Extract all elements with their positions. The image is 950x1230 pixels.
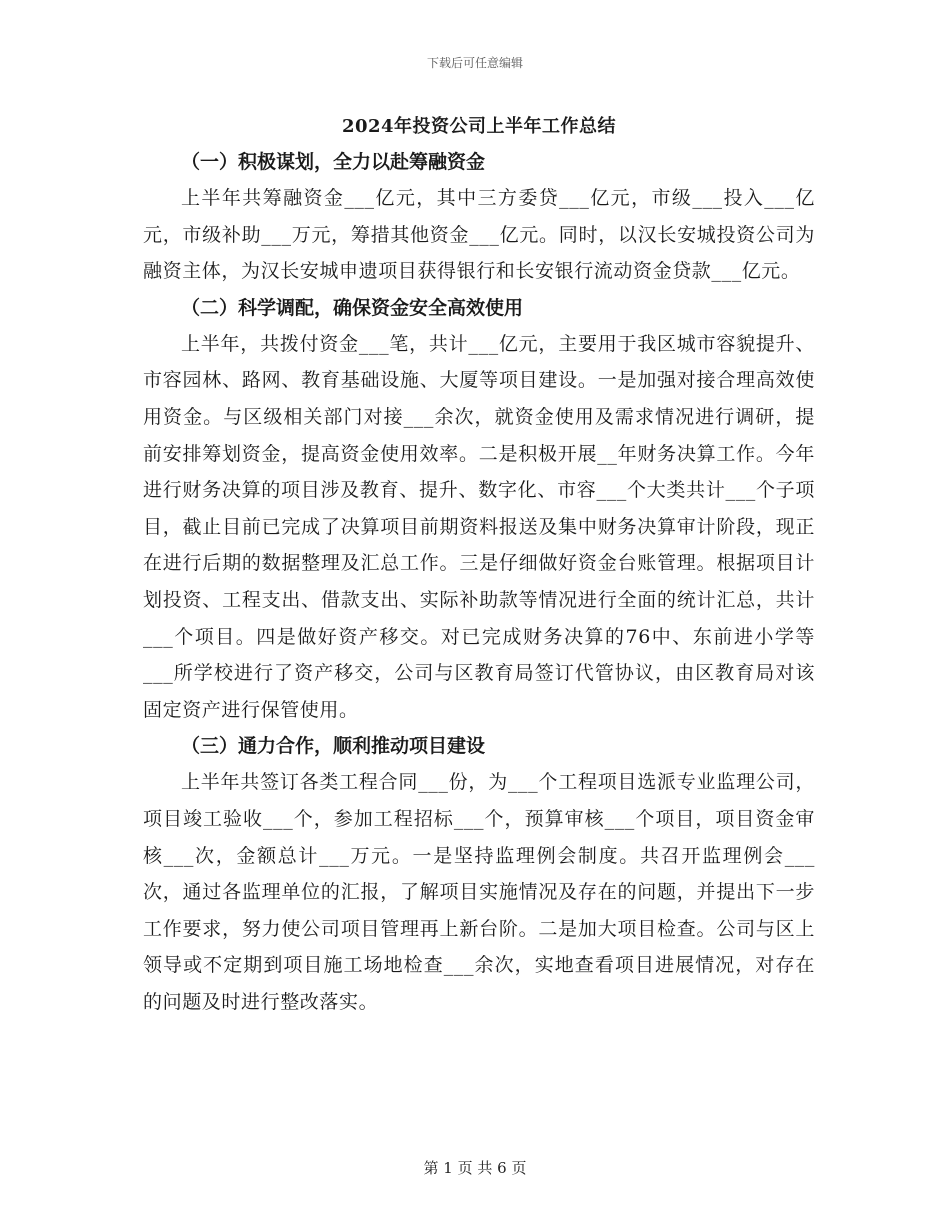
document-body [143, 112, 815, 1020]
section-paragraph: 上半年，共拨付资金___笔，共计___亿元，主要用于我区城市容貌提升、市容园林、路网、教育基础设施、大厦等项目建设。一是加强对接合理高效使用资金。与区级相关部门对接___余次，就资金使用及需求情况进行调研，提前安排筹划资金，提高资金使用效率。二是积极开展__年财务决算工作。今年进行财务决算的项目涉及教育、提升、数字化、市容___个大类共计___个子项目，截止目前已完成了决算项目前期资料报送及集中财务决算审计阶段，现正在进行后期的数据整理及汇总工作。三是仔细做好资金台账管理。根据项目计划投资、工程支出、借款支出、实际补助款等情况进行全面的统计汇总，共计___个项目。四是做好资产移交。对已完成财务决算的76中、东前进小学等___所学校进行了资产移交，公司与区教育局签订代管协议，由区教育局对该固定资产进行保管使用。 [143, 332, 815, 721]
section-1 [143, 144, 815, 290]
section-2 [143, 290, 815, 729]
page-number-footer: 第 1 页 共 6 页 [423, 1159, 527, 1177]
document-title: 2024年投资公司上半年工作总结 [341, 116, 617, 137]
section-heading: （三）通力合作，顺利推动项目建设 [181, 735, 486, 758]
section-heading: （一）积极谋划，全力以赴筹融资金 [181, 151, 486, 173]
section-3 [143, 728, 815, 1020]
section-paragraph: 上半年共筹融资金___亿元，其中三方委贷___亿元，市级___投入___亿元，市级补助___万元，筹措其他资金___亿元。同时，以汉长安城投资公司为融资主体，为汉长安城申遗项目获得银行和长安银行流动资金贷款___亿元。 [143, 187, 815, 283]
section-heading: （二）科学调配，确保资金安全高效使用 [181, 296, 524, 319]
section-paragraph: 上半年共签订各类工程合同___份，为___个工程项目选派专业监理公司，项目竣工验收___个，参加工程招标___个，预算审核___个项目，项目资金审核___次，金额总计___万元。一是坚持监理例会制度。共召开监理例会___次，通过各监理单位的汇报，了解项目实施情况及存在的问题，并提出下一步工作要求，努力使公司项目管理再上新台阶。二是加大项目检查。公司与区上领导或不定期到项目施工场地检查___余次，实地查看项目进展情况，对存在的问题及时进行整改落实。 [143, 771, 815, 1013]
header-note: 下载后可任意编辑 [426, 56, 523, 70]
